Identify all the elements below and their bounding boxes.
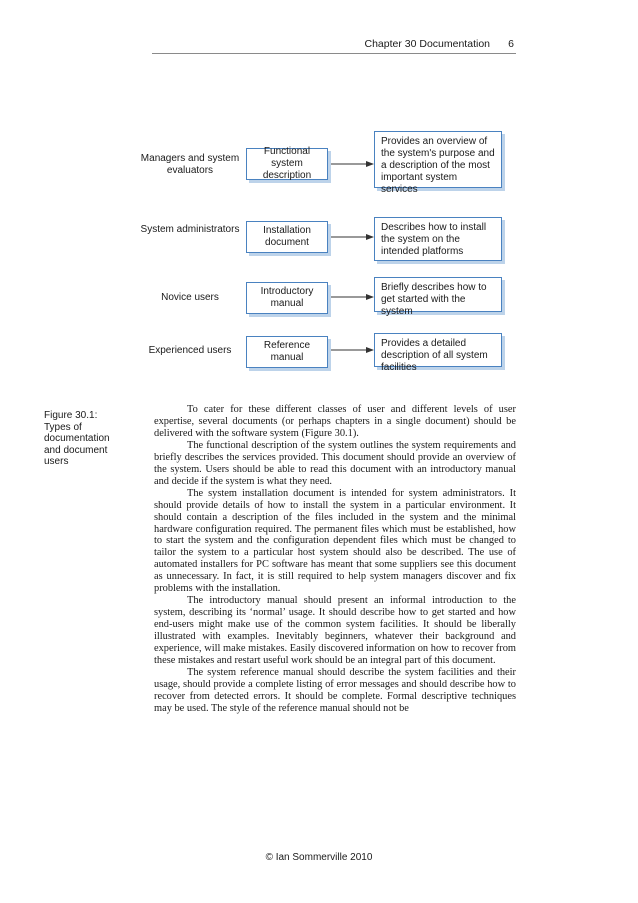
paragraph: The system reference manual should describe the system facilities and their usage, should provide a complete listing of error messages and should describe how to recover from detected errors. It should be complete. Formal descriptive techniques may be used. The style of the reference manual should not be — [154, 666, 516, 714]
user-label-managers: Managers and system evaluators — [140, 153, 240, 176]
page-number: 6 — [508, 38, 514, 50]
figure-caption: Figure 30.1: Types of documentation and document users — [44, 410, 110, 467]
user-label-experienced: Experienced users — [148, 345, 232, 356]
body-text — [154, 404, 516, 715]
doc-box-reference: Reference manual — [246, 336, 328, 368]
paragraph: The functional description of the system outlines the system requirements and briefly describes the services provided. This document should provide an overview of the system. Users should be able to read this document with an introductory manual and decide if the system is what they need. — [154, 439, 516, 487]
doc-box-functional: Functional system description — [246, 148, 328, 180]
copyright-footer: © Ian Sommerville 2010 — [265, 852, 373, 863]
desc-box-installation: Describes how to install the system on the intended platforms — [374, 217, 502, 261]
figure-diagram — [0, 0, 638, 400]
user-label-administrators: System administrators — [140, 224, 240, 235]
desc-box-functional: Provides an overview of the system's purpose and a description of the most important system services — [374, 131, 502, 188]
desc-box-introductory: Briefly describes how to get started with the system — [374, 277, 502, 312]
doc-box-introductory: Introductory manual — [246, 282, 328, 314]
paragraph: To cater for these different classes of user and different levels of user expertise, several documents (or perhaps chapters in a single document) should be delivered with the software system (Figure 30.1). — [154, 404, 516, 439]
chapter-title: Chapter 30 Documentation — [364, 38, 490, 50]
user-label-novice: Novice users — [161, 292, 219, 303]
paragraph: The system installation document is intended for system administrators. It should provide details of how to install the system in a particular environment. It should contain a description of the files included in the system and the minimal hardware configuration required. The permanent files which must be established, how to start the system and the configuration dependent files which must be changed to tailor the system to a particular host system should also be described. The use of automated installers for PC software has meant that some suppliers see this document as unnecessary. In fact, it is still required to help system managers discover and fix problems with the installation. — [154, 487, 516, 595]
paragraph: The introductory manual should present an informal introduction to the system, describing its ‘normal’ usage. It should describe how to get started and how end-users might make use of the common system facilities. It should be liberally illustrated with examples. Inevitably beginners, whatever their background and experience, will make mistakes. Easily discovered information on how to recover from these mistakes and restart useful work should be an integral part of this document. — [154, 595, 516, 667]
desc-box-reference: Provides a detailed description of all system facilities — [374, 333, 502, 367]
doc-box-installation: Installation document — [246, 221, 328, 253]
